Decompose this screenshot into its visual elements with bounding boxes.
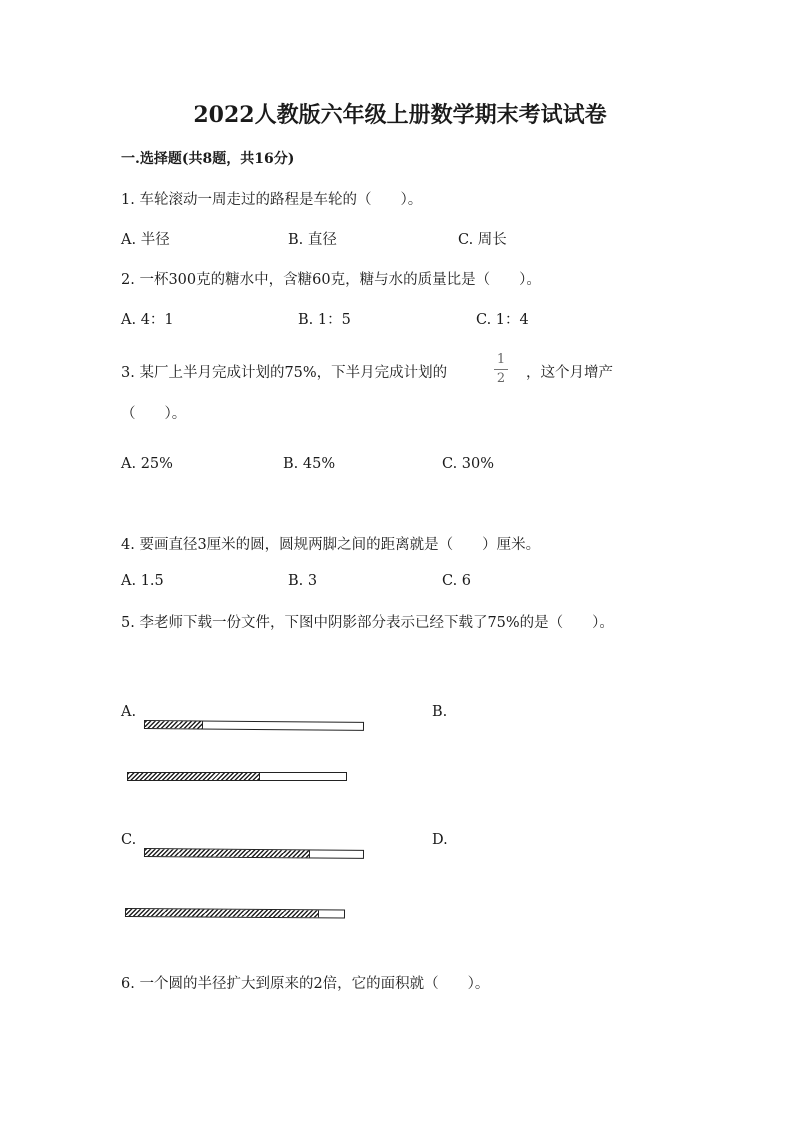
- question-3-blank: （ ）。: [121, 406, 187, 422]
- fraction-denominator: 2: [496, 371, 506, 386]
- question-6: 6. 一个圆的半径扩大到原来的2倍，它的面积就（ ）。: [121, 976, 490, 992]
- q4-option-c: C. 6: [442, 573, 472, 589]
- progress-fill-c: [145, 849, 310, 857]
- q5-option-a: A.: [121, 704, 137, 720]
- page-title: 2022人教版六年级上册数学期末考试试卷: [193, 102, 607, 128]
- fraction-one-half: [494, 352, 508, 387]
- progress-bar-c: [144, 848, 364, 859]
- progress-bar-b: [127, 772, 347, 781]
- question-2: 2. 一杯300克的糖水中，含糖60克，糖与水的质量比是（ ）。: [121, 272, 541, 288]
- q3-option-a: A. 25%: [121, 456, 173, 472]
- q1-option-c: C. 周长: [458, 232, 507, 248]
- fraction-numerator: 1: [496, 352, 506, 367]
- question-3-text-after: ，这个月增产: [526, 365, 613, 381]
- q5-option-b: B.: [432, 704, 448, 720]
- q2-option-b: B. 1：5: [298, 312, 351, 328]
- question-4: 4. 要画直径3厘米的圆，圆规两脚之间的距离就是（ ）厘米。: [121, 537, 541, 553]
- question-5: 5. 李老师下载一份文件，下图中阴影部分表示已经下载了75%的是（ ）。: [121, 615, 614, 631]
- progress-bar-a: [144, 720, 364, 731]
- q5-option-c: C.: [121, 832, 137, 848]
- q1-option-a: A. 半径: [121, 232, 170, 248]
- fraction-bar: [494, 369, 508, 370]
- q3-option-b: B. 45%: [283, 456, 336, 472]
- progress-fill-b: [128, 773, 260, 780]
- q4-option-b: B. 3: [288, 573, 318, 589]
- q5-option-d: D.: [432, 832, 448, 848]
- section-heading: 一.选择题(共8题，共16分): [121, 151, 295, 167]
- q1-option-b: B. 直径: [288, 232, 337, 248]
- q4-option-a: A. 1.5: [121, 573, 164, 589]
- q3-option-c: C. 30%: [442, 456, 495, 472]
- progress-fill-a: [145, 721, 203, 729]
- q2-option-c: C. 1：4: [476, 312, 529, 328]
- question-1: 1. 车轮滚动一周走过的路程是车轮的（ ）。: [121, 192, 423, 208]
- question-3-text: 3. 某厂上半月完成计划的75%，下半月完成计划的: [121, 365, 448, 381]
- progress-fill-d: [126, 909, 319, 917]
- q2-option-a: A. 4：1: [121, 312, 174, 328]
- progress-bar-d: [125, 908, 345, 919]
